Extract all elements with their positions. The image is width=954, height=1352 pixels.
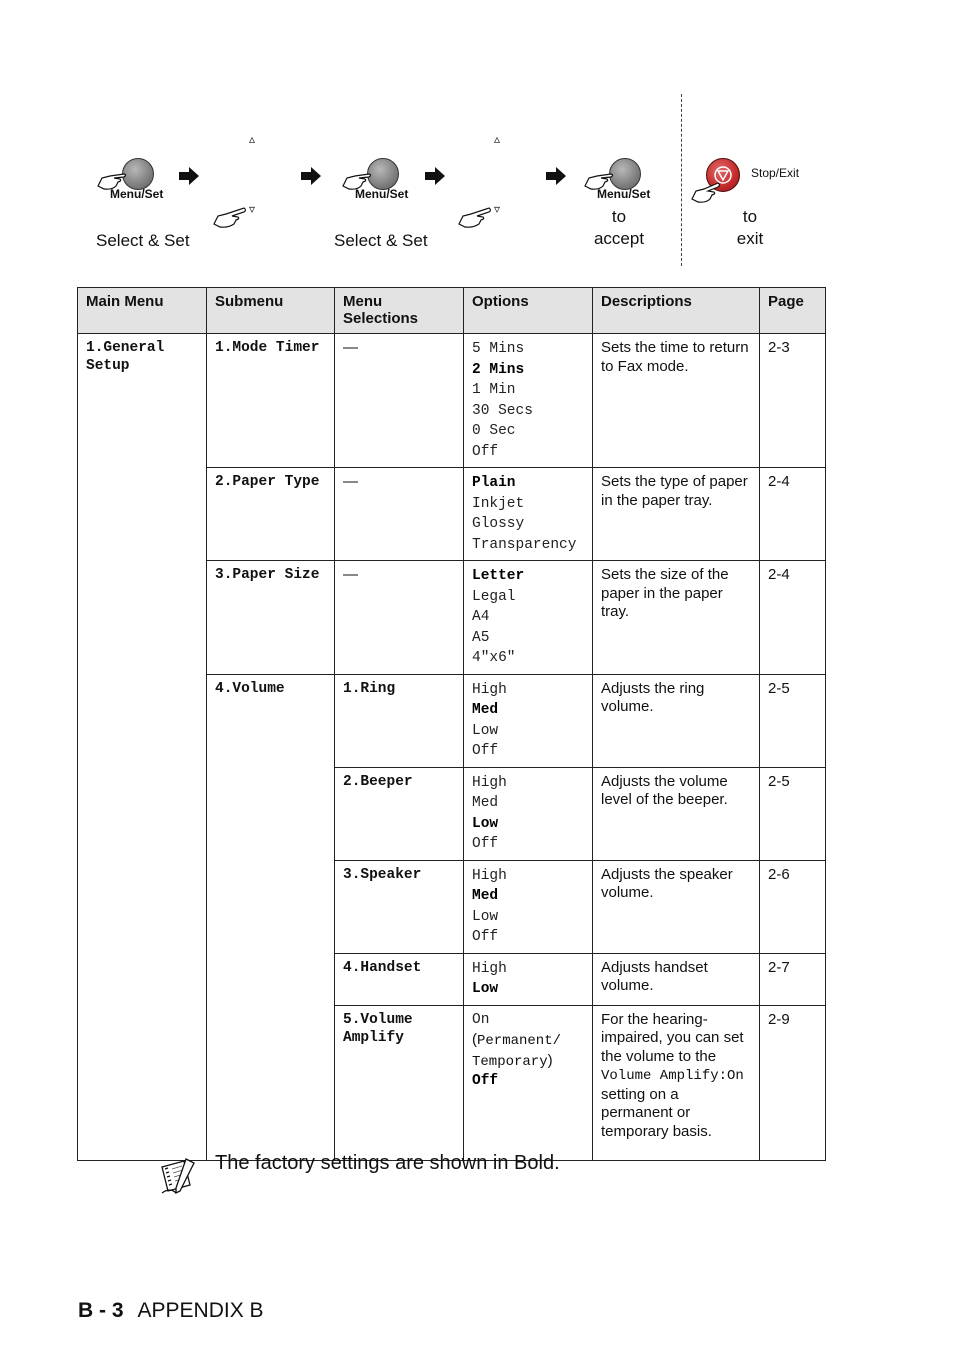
page-cell: 2-4 bbox=[760, 561, 826, 675]
selection-cell: 3.Speaker bbox=[335, 860, 464, 953]
menu-set-button-1 bbox=[96, 156, 186, 216]
menu-set-label: Menu/Set bbox=[355, 187, 409, 201]
page-cell: 2-3 bbox=[760, 334, 826, 468]
pressing-hand-icon bbox=[212, 204, 248, 230]
selection-cell: 2.Beeper bbox=[335, 767, 464, 860]
right-arrow-icon bbox=[545, 166, 567, 186]
selection-cell: 1.Ring bbox=[335, 674, 464, 767]
options-cell: High Med Low Off bbox=[464, 860, 593, 953]
options-cell: On (Permanent/ Temporary) Off bbox=[464, 1005, 593, 1160]
footer-page-number: B - 3 bbox=[78, 1299, 124, 1322]
right-arrow-icon bbox=[424, 166, 446, 186]
header-main-menu: Main Menu bbox=[78, 288, 207, 334]
up-arrow-icon: ▵ bbox=[249, 132, 256, 146]
permanent-temporary-option: (Permanent/ bbox=[472, 1030, 562, 1049]
header-submenu: Submenu bbox=[207, 288, 335, 334]
menu-set-label: Menu/Set bbox=[597, 187, 651, 201]
description-cell: For the hearing-impaired, you can set the volume to the Volume Amplify:On setting on a permanent or temporary basis. bbox=[593, 1005, 760, 1160]
to-accept-caption: to accept bbox=[593, 207, 645, 248]
submenu-cell: 2.Paper Type bbox=[207, 468, 335, 561]
options-cell: High Med Low Off bbox=[464, 674, 593, 767]
description-cell: Adjusts the ring volume. bbox=[593, 674, 760, 767]
table-header-row bbox=[78, 288, 826, 334]
stop-exit-label: Stop/Exit bbox=[751, 166, 800, 180]
selection-cell: 5.Volume Amplify bbox=[335, 1005, 464, 1160]
dashed-divider bbox=[681, 94, 682, 266]
description-cell: Sets the type of paper in the paper tray. bbox=[593, 468, 760, 561]
footer-section: APPENDIX B bbox=[137, 1299, 264, 1322]
header-menu-selections: Menu Selections bbox=[335, 288, 464, 334]
page-cell: 2-5 bbox=[760, 674, 826, 767]
options-cell: High Med Low Off bbox=[464, 767, 593, 860]
table-row bbox=[78, 334, 826, 468]
page-cell: 2-5 bbox=[760, 767, 826, 860]
note-icon bbox=[158, 1157, 200, 1197]
selection-cell: 4.Handset bbox=[335, 953, 464, 1005]
menu-settings-table bbox=[77, 287, 826, 1161]
options-cell: Plain Inkjet Glossy Transparency bbox=[464, 468, 593, 561]
page-cell: 2-4 bbox=[760, 468, 826, 561]
description-cell: Adjusts handset volume. bbox=[593, 953, 760, 1005]
right-arrow-icon bbox=[300, 166, 322, 186]
select-set-caption-1: Select & Set bbox=[96, 231, 190, 250]
options-cell: 5 Mins 2 Mins 1 Min 30 Secs 0 Sec Off bbox=[464, 334, 593, 468]
description-cell: Adjusts the speaker volume. bbox=[593, 860, 760, 953]
submenu-cell: 4.Volume bbox=[207, 674, 335, 1160]
description-cell: Adjusts the volume level of the beeper. bbox=[593, 767, 760, 860]
submenu-cell: 3.Paper Size bbox=[207, 561, 335, 675]
pressing-hand-icon bbox=[457, 204, 493, 230]
page-footer bbox=[78, 1299, 264, 1323]
select-set-caption-2: Select & Set bbox=[334, 231, 428, 250]
down-arrow-icon: ▿ bbox=[249, 202, 256, 216]
selection-cell: — bbox=[335, 468, 464, 561]
right-arrow-icon bbox=[178, 166, 200, 186]
options-cell: Letter Legal A4 A5 4"x6" bbox=[464, 561, 593, 675]
down-arrow-icon: ▿ bbox=[494, 202, 501, 216]
description-cell: Sets the size of the paper in the paper tray. bbox=[593, 561, 760, 675]
header-descriptions: Descriptions bbox=[593, 288, 760, 334]
page-cell: 2-9 bbox=[760, 1005, 826, 1160]
to-exit-caption: to exit bbox=[736, 207, 764, 248]
note-text: The factory settings are shown in Bold. bbox=[215, 1152, 560, 1174]
pressing-hand-icon bbox=[690, 179, 722, 205]
selection-cell: — bbox=[335, 561, 464, 675]
page-cell: 2-7 bbox=[760, 953, 826, 1005]
description-cell: Sets the time to return to Fax mode. bbox=[593, 334, 760, 468]
menu-set-label: Menu/Set bbox=[110, 187, 164, 201]
submenu-cell: 1.Mode Timer bbox=[207, 334, 335, 468]
page-cell: 2-6 bbox=[760, 860, 826, 953]
selection-cell: — bbox=[335, 334, 464, 468]
options-cell: High Low bbox=[464, 953, 593, 1005]
header-page: Page bbox=[760, 288, 826, 334]
menu-set-button-2 bbox=[341, 156, 431, 216]
up-arrow-icon: ▵ bbox=[494, 132, 501, 146]
main-menu-cell: 1.General Setup bbox=[78, 334, 207, 1161]
header-options: Options bbox=[464, 288, 593, 334]
